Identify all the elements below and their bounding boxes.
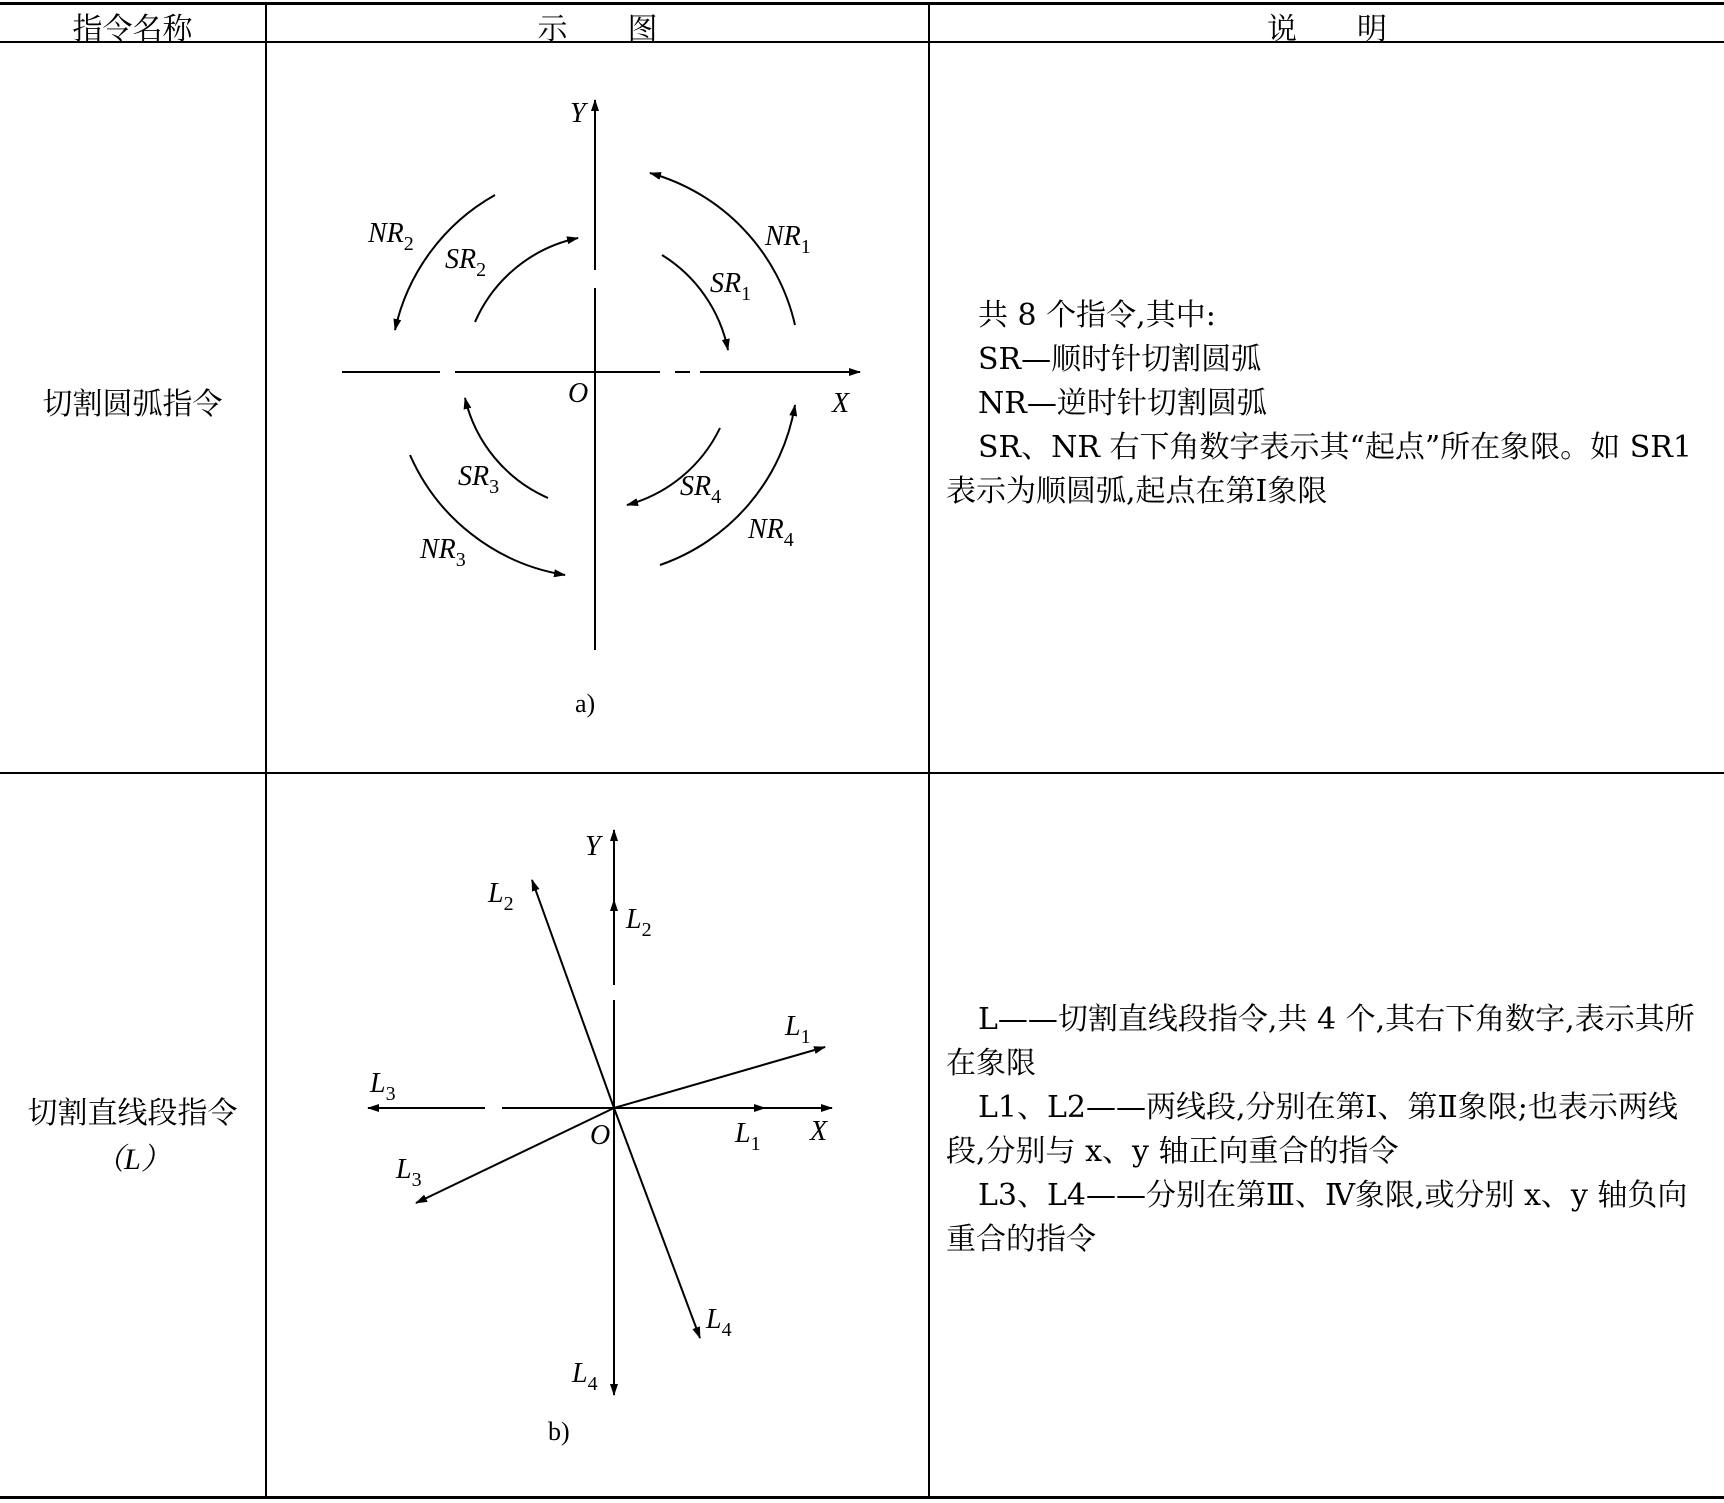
line-figure (368, 830, 832, 1395)
arc-figure-labels (367, 98, 850, 571)
header-description: 说 明 (1267, 12, 1387, 47)
line-l2-axis-label: $L_2$ (626, 904, 652, 941)
arc-desc-line-4: SR、NR 右下角数字表示其“起点”所在象限。如 SR1 表示为顺圆弧,起点在第Ⅰ象限 (946, 430, 1692, 509)
arc-desc-line-1: 共 8 个指令,其中: (978, 298, 1216, 333)
arc-desc-line-3: NR—逆时针切割圆弧 (978, 386, 1267, 421)
arc-y-label: Y (570, 98, 586, 129)
line-desc-line-3: L3、L4——分别在第Ⅲ、Ⅳ象限,或分别 x、y 轴负向重合的指令 (946, 1178, 1688, 1257)
line-desc-line-2: L1、L2——两线段,分别在第Ⅰ、第Ⅱ象限;也表示两线段,分别与 x、y 轴正向重合的指令 (946, 1090, 1678, 1169)
arc-sr1-label: $SR_1$ (710, 268, 752, 305)
line-l3 (416, 1108, 614, 1203)
arc-figure-caption: a) (575, 689, 596, 718)
arc-sr2-label: $SR_2$ (445, 244, 487, 281)
arc-x-label: X (832, 388, 850, 419)
header-figure: 示 图 (537, 12, 658, 47)
line-y-label: Y (585, 831, 601, 862)
line-instruction-name: 切割直线段指令 (27, 1096, 238, 1131)
arc-desc-line-2: SR—顺时针切割圆弧 (978, 342, 1262, 377)
arc-sr3-label: $SR_3$ (458, 461, 500, 498)
line-l1 (614, 1047, 825, 1108)
header-instruction-name: 指令名称 (72, 12, 193, 47)
line-figure-caption: b) (548, 1417, 570, 1446)
arc-nr3-label: $NR_3$ (420, 534, 466, 571)
line-l4-right-label: $L_4$ (706, 1304, 732, 1341)
arc-nr1-label: $NR_1$ (765, 221, 811, 258)
line-l2 (532, 880, 614, 1108)
line-l4-axis-label: $L_4$ (572, 1358, 598, 1395)
line-l1-axis-label: $L_1$ (735, 1118, 761, 1155)
line-l4 (614, 1108, 700, 1338)
arc-origin-label: O (568, 378, 589, 409)
line-l2-upper-label: $L_2$ (488, 878, 514, 915)
arc-figure (342, 100, 860, 650)
arc-nr4-label: $NR_4$ (748, 514, 794, 551)
line-figure-labels (369, 831, 828, 1395)
line-x-label: X (810, 1116, 828, 1147)
arc-nr2-label: $NR_2$ (368, 218, 414, 255)
line-l3-upper-label: $L_3$ (370, 1068, 396, 1105)
arc-instruction-name: 切割圆弧指令 (42, 387, 223, 422)
arc-sr4-label: $SR_4$ (680, 471, 722, 508)
line-l3-lower-label: $L_3$ (396, 1154, 422, 1191)
line-instruction-code: （L） (94, 1143, 171, 1176)
line-origin-label: O (590, 1120, 611, 1151)
line-desc-line-1: L——切割直线段指令,共 4 个,其右下角数字,表示其所在象限 (946, 1002, 1695, 1081)
arc-sr2 (475, 238, 578, 322)
line-l1-upper-label: $L_1$ (785, 1011, 811, 1048)
